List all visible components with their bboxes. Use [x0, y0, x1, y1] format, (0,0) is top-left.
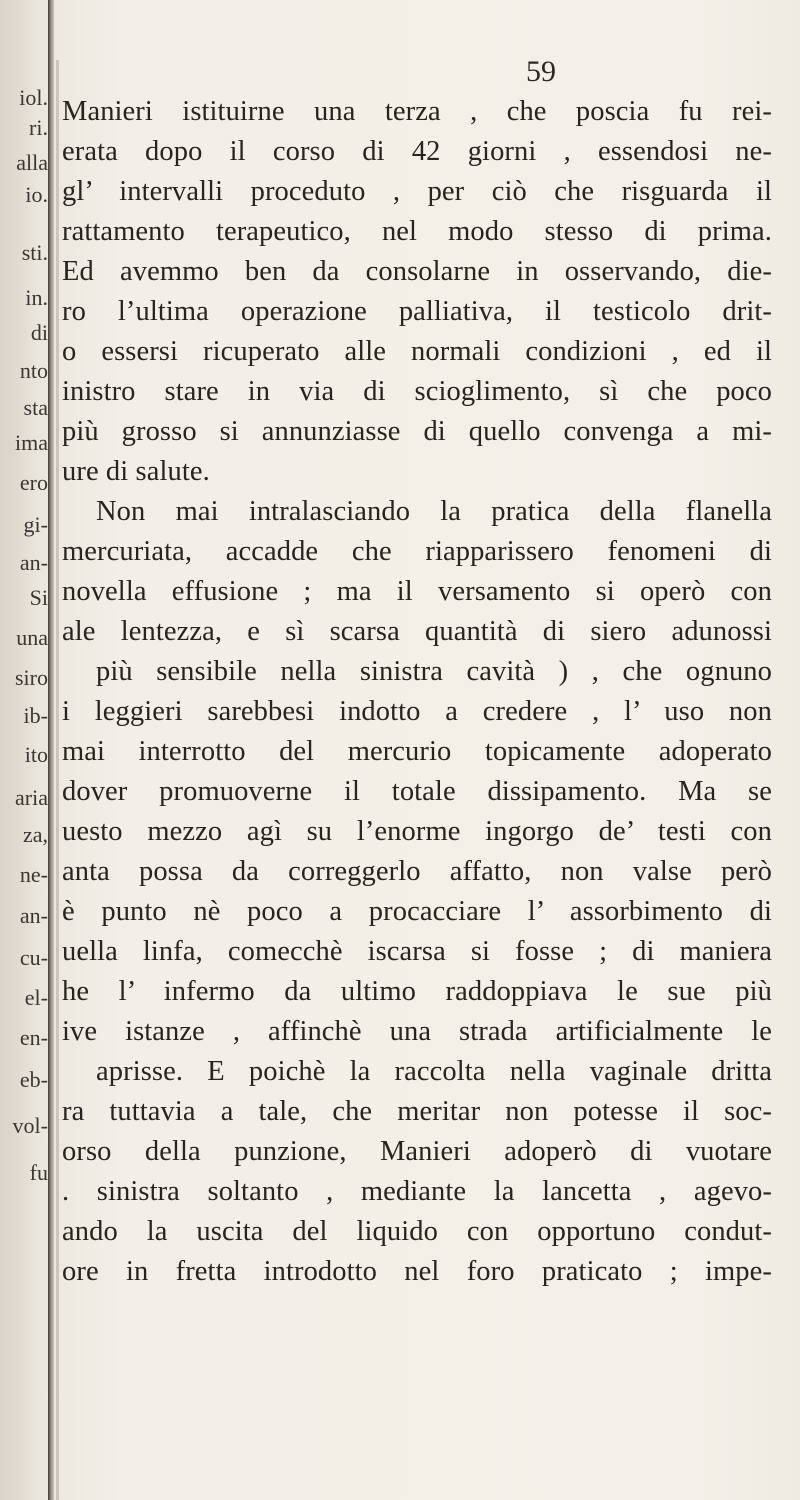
gutter-fragment: iol. [19, 85, 48, 110]
text-line: mercuriata, accadde che riapparissero fenomeni di [62, 536, 772, 567]
text-line: novella effusione ; ma il versamento si operò con [62, 576, 772, 607]
gutter-fragment: el- [24, 985, 48, 1010]
text-line: ive istanze , affinchè una strada artificialmente le [62, 1016, 772, 1047]
gutter-fragment: sti. [21, 240, 48, 265]
text-line: più grosso si annunziasse di quello convenga a mi- [62, 416, 772, 447]
gutter-fragment: en- [19, 1025, 48, 1050]
gutter-fragment: Si [29, 585, 48, 610]
text-line: uella linfa, comecchè iscarsa si fosse ; di maniera [62, 936, 772, 967]
text-line: Ed avemmo ben da consolarne in osservando, die- [62, 256, 772, 287]
text-line: Manieri istituirne una terza , che poscia fu rei- [62, 96, 772, 127]
facing-page-margin [0, 0, 50, 1500]
gutter-fragment: cu- [19, 945, 48, 970]
gutter-fragment: una [16, 625, 48, 650]
text-line: anta possa da correggerlo affatto, non valse però [62, 856, 772, 887]
gutter-fragment: fu [29, 1160, 48, 1185]
gutter-fragment: ne- [19, 862, 48, 887]
body-text [62, 92, 772, 1292]
text-line: orso della punzione, Manieri adoperò di vuotare [62, 1136, 772, 1167]
gutter-fragment: io. [25, 182, 48, 207]
text-line: più sensibile nella sinistra cavità ) , che ognuno [96, 656, 772, 687]
gutter-fragment: ri. [29, 115, 48, 140]
text-line: ra tuttavia a tale, che meritar non potesse il soc- [62, 1096, 772, 1127]
text-line: i leggieri sarebbesi indotto a credere , l’ uso non [62, 696, 772, 727]
text-line: mai interrotto del mercurio topicamente adoperato [62, 736, 772, 767]
text-line: Non mai intralasciando la pratica della flanella [96, 496, 772, 527]
text-line: inistro stare in via di scioglimento, sì che poco [62, 376, 772, 407]
text-line: ando la uscita del liquido con opportuno condut- [62, 1216, 772, 1247]
gutter-fragment: za, [22, 822, 48, 847]
text-line: ure di salute. [62, 456, 210, 487]
gutter-fragment: alla [16, 150, 48, 175]
text-line: è punto nè poco a procacciare l’ assorbimento di [62, 896, 772, 927]
page-number: 59 [526, 55, 556, 88]
text-line: uesto mezzo agì su l’enorme ingorgo de’ testi con [62, 816, 772, 847]
gutter-fragment: an- [19, 550, 48, 575]
text-line: rattamento terapeutico, nel modo stesso di prima. [62, 216, 772, 247]
gutter-fragment: ero [19, 470, 48, 495]
text-line: erata dopo il corso di 42 giorni , essendosi ne- [62, 136, 772, 167]
gutter-fragment: sta [23, 395, 48, 420]
text-line: ale lentezza, e sì scarsa quantità di siero adunossi [62, 616, 772, 647]
text-line: he l’ infermo da ultimo raddoppiava le sue più [62, 976, 772, 1007]
gutter-fragment: ima [15, 430, 48, 455]
text-line: dover promuoverne il totale dissipamento. Ma se [62, 776, 772, 807]
text-line: gl’ intervalli proceduto , per ciò che risguarda il [62, 176, 772, 207]
gutter-fragment: di [30, 320, 48, 345]
text-line: o essersi ricuperato alle normali condizioni , ed il [62, 336, 772, 367]
text-line: aprisse. E poichè la raccolta nella vaginale dritta [96, 1056, 772, 1087]
gutter-fragment: in. [25, 285, 48, 310]
text-line: . sinistra soltanto , mediante la lancetta , agevo- [62, 1176, 772, 1207]
book-binding [48, 0, 54, 1500]
gutter-fragment: ib- [23, 703, 48, 728]
gutter-fragment: gi- [23, 512, 48, 537]
gutter-fragment: siro [15, 665, 48, 690]
gutter-fragment: aria [15, 785, 48, 810]
gutter-fragment: ito [24, 742, 48, 767]
text-line: ro l’ultima operazione palliativa, il testicolo drit- [62, 296, 772, 327]
gutter-fragment: eb- [19, 1067, 48, 1092]
gutter-fragment: vol- [12, 1113, 48, 1138]
text-line: ore in fretta introdotto nel foro praticato ; impe- [62, 1256, 772, 1287]
gutter-fragment: nto [19, 358, 48, 383]
gutter-fragment: an- [19, 903, 48, 928]
binding-shadow [56, 60, 59, 1500]
